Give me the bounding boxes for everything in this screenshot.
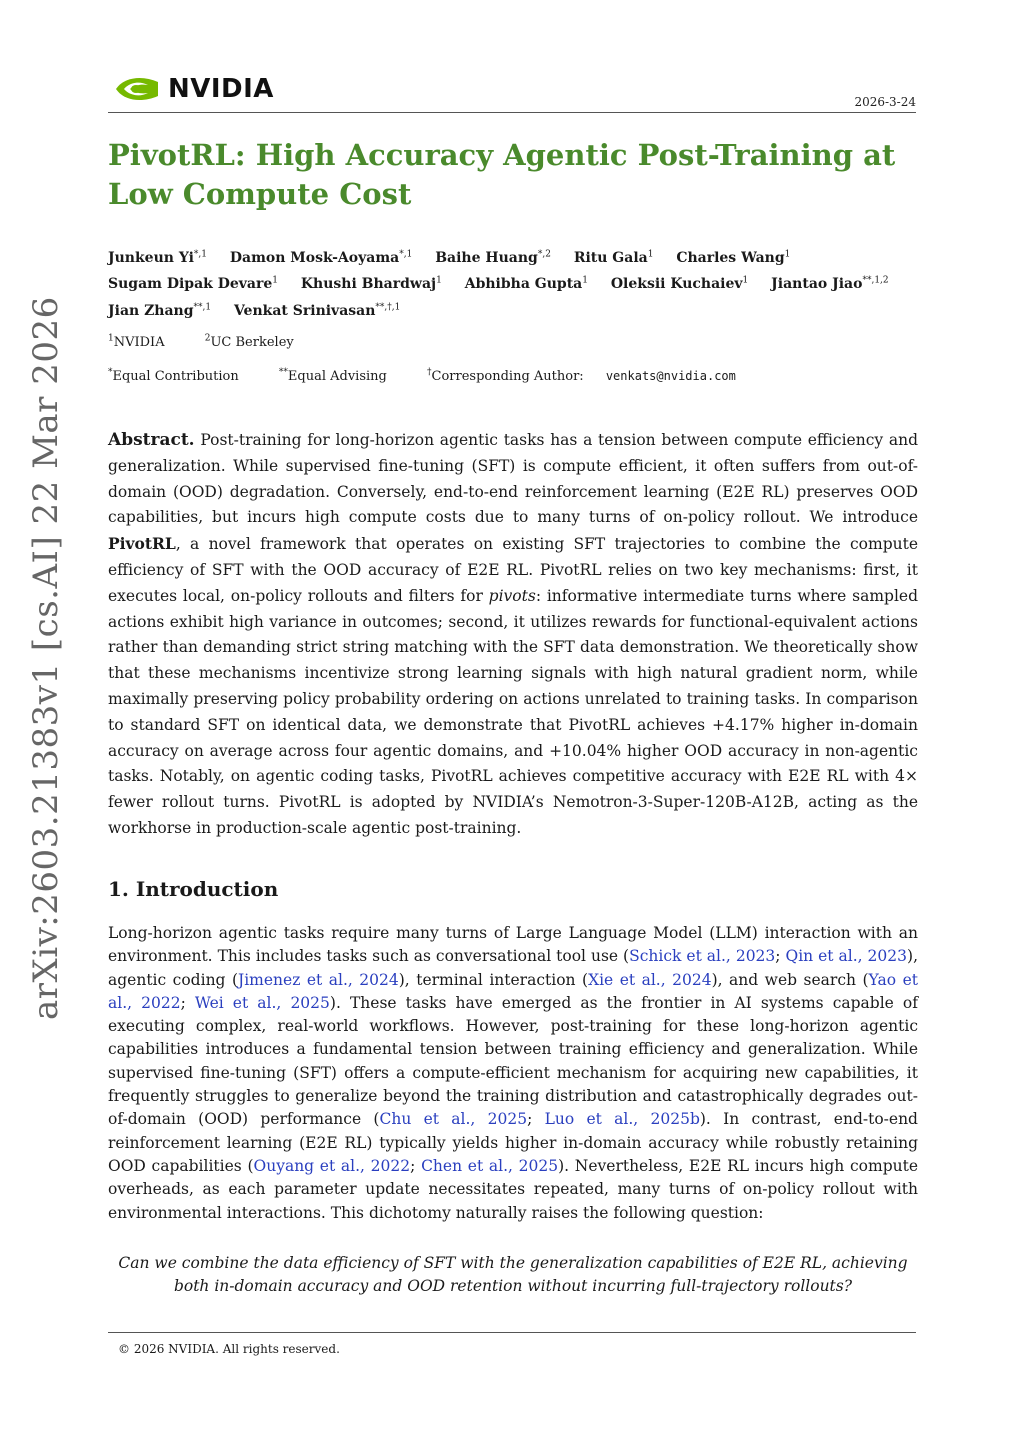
citation-link[interactable]: Wei et al., 2025 [194, 993, 330, 1012]
author: Charles Wang$^1$ [676, 249, 791, 266]
footer-divider [108, 1332, 916, 1333]
intro-paragraph: Long-horizon agentic tasks require many turns of Large Language Model (LLM) interaction with an environment. This includes tasks such as conversational tool use (Schick et al., 2023; Qin et al., 2023), agentic coding (Jimenez et al., 2024), terminal interaction (Xie et al., 2024), and web search (Yao et al., 2022; Wei et al., 2025). These tasks have emerged as the frontier in AI systems capable of executing complex, real-world workflows. However, post-training for these long-horizon agentic capabilities introduces a fundamental tension between training efficiency and generalization. While supervised fine-tuning (SFT) offers a compute-efficient mechanism for acquiring new capabilities, it frequently struggles to generalize beyond the training distribution and catastrophically degrades out-of-domain (OOD) performance (Chu et al., 2025; Luo et al., 2025b). In contrast, end-to-end reinforcement learning (E2E RL) typically yields higher in-domain accuracy while robustly retaining OOD capabilities (Ouyang et al., 2022; Chen et al., 2025). Nevertheless, E2E RL incurs high compute overheads, as each parameter update necessitates repeated, many turns of on-policy rollout with environmental interactions. This dichotomy naturally raises the following question: [108, 924, 919, 1222]
author: Khushi Bhardwaj$^1$ [300, 275, 442, 293]
author: Jiantao Jiao$^{**,1,2}$ [771, 275, 889, 293]
author: Abhibha Gupta$^1$ [464, 275, 588, 293]
author: Damon Mosk-Aoyama$^{*,1}$ [229, 249, 413, 266]
nvidia-wordmark: NVIDIA [168, 74, 274, 104]
nvidia-eye-logo-icon [114, 74, 160, 104]
copyright-footer: © 2026 NVIDIA. All rights reserved. [118, 1342, 340, 1356]
citation-link[interactable]: Jimenez et al., 2024 [238, 970, 399, 989]
method-name: PivotRL [108, 534, 176, 554]
affiliation: $^1$NVIDIA [108, 334, 165, 351]
author: Sugam Dipak Devare$^1$ [108, 275, 279, 293]
author: Venkat Srinivasan$^{**,\dagger,1}$ [233, 302, 401, 319]
author: Ritu Gala$^1$ [573, 249, 654, 266]
affiliations [108, 334, 330, 350]
citation-link[interactable]: Schick et al., 2023 [629, 947, 776, 966]
author: Oleksii Kuchaiev$^1$ [610, 275, 749, 293]
affiliation: $^2$UC Berkeley [204, 334, 294, 351]
abstract: Abstract. Post-training for long-horizon agentic tasks has a tension between compute efficiency and generalization. While supervised fine-tuning (SFT) is compute efficient, it often suffers from out-of-domain (OOD) degradation. Conversely, end-to-end reinforcement learning (E2E RL) preserves OOD capabilities, but incurs high compute costs due to many turns of on-policy rollout. We introduce PivotRL, a novel framework that operates on existing SFT trajectories to combine the compute efficiency of SFT with the OOD accuracy of E2E RL. PivotRL relies on two key mechanisms: first, it executes local, on-policy rollouts and filters for pivots: informative intermediate turns where sampled actions exhibit high variance in outcomes; second, it utilizes rewards for functional-equivalent actions rather than demanding strict string matching with the SFT data demonstration. We theoretically show that these mechanisms incentivize strong learning signals with high natural gradient norm, while maximally preserving policy probability ordering on actions unrelated to training tasks. In comparison to standard SFT on identical data, we demonstrate that PivotRL achieves +4.17% higher in-domain accuracy on average across four agentic domains, and +10.04% higher OOD accuracy in non-agentic tasks. Notably, on agentic coding tasks, PivotRL achieves competitive accuracy with E2E RL with 4× fewer rollout turns. PivotRL is adopted by NVIDIA’s Nemotron-3-Super-120B-A12B, acting as the workhorse in production-scale agentic post-training. [108, 430, 918, 837]
citation-link[interactable]: Chen et al., 2025 [421, 1156, 559, 1175]
header-divider [108, 112, 916, 113]
paper-date: 2026-3-24 [854, 95, 916, 109]
nvidia-logo [114, 72, 274, 106]
email-link[interactable]: venkats@nvidia.com [605, 369, 736, 384]
section-heading: 1. Introduction [108, 877, 279, 901]
citation-link[interactable]: Ouyang et al., 2022 [253, 1156, 411, 1175]
research-question: Can we combine the data efficiency of SFT with the generalization capabilities of E2E RL, achieving both in-domain accuracy and OOD retention without incurring full-trajectory rollouts? [118, 1254, 908, 1295]
abstract-label: Abstract. [108, 430, 195, 450]
author: Junkeun $Yi^{*,1}$ [108, 249, 207, 266]
author-notes [108, 368, 772, 384]
note-equal-advising: **Equal Advising [278, 368, 387, 385]
citation-link[interactable]: Xie et al., 2024 [588, 970, 712, 989]
arxiv-stamp: arXiv:2603.21383v1 [cs.AI] 22 Mar 2026 [26, 296, 66, 1020]
citation-link[interactable]: Yao et al., 2022 [108, 970, 919, 1012]
citation-link[interactable]: Qin et al., 2023 [785, 947, 908, 966]
note-corresponding: †Corresponding Author: venkats@nvidia.com [427, 368, 736, 385]
paper-title: PivotRL: High Accuracy Agentic Post-Training at Low Compute Cost [108, 138, 896, 211]
citation-link[interactable]: Chu et al., 2025 [379, 1110, 528, 1129]
citation-link[interactable]: Luo et al., 2025b [544, 1110, 700, 1129]
author: Jian Zhang$^{**,1}$ [108, 302, 212, 319]
author-list [108, 243, 918, 323]
author: Baihe Huang$^{*,2}$ [435, 249, 551, 266]
note-equal-contribution: *Equal Contribution [108, 368, 239, 385]
